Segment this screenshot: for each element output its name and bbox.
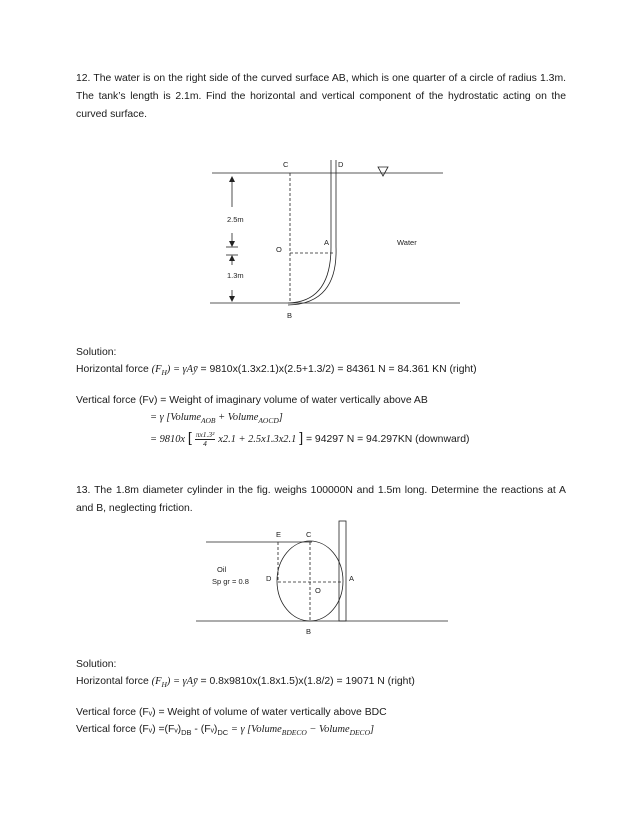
problem-12-statement: 12. The water is on the right side of the curved surface AB, which is one quarter of a circle of radius 1.3m. The tank’s length is 2.1m. Find the horizontal and vertical component of the hydrostatic acting on the curved surface.: [76, 73, 566, 120]
eq: ) = γAȳ: [166, 364, 198, 375]
end: ]: [369, 724, 375, 735]
label-c: C: [283, 160, 289, 169]
frac-num: πx1.3²: [195, 429, 215, 439]
eq: ) = γAȳ: [166, 676, 198, 687]
mid2: − Volume: [306, 724, 350, 735]
solution-13-heading: Solution:: [76, 659, 117, 670]
prefix: = γ [Volume: [150, 412, 201, 423]
vertical-force-13-line1: Vertical force (Fᵥ) = Weight of volume of water vertically above BDC: [76, 707, 387, 718]
vertical-force-12-line3: = 9810x [ $\frac{\text{πx1.3²}}{4}$ x2.1 + 2.5x1.3x2.1 ] = 94297 N = 94.297KN (downward): [150, 429, 470, 448]
sub2: AOCD: [258, 416, 279, 426]
horizontal-force-13: [76, 673, 415, 694]
dim-top: 2.5m: [227, 215, 244, 224]
value: = 9810x(1.3x2.1)x(2.5+1.3/2) = 84361 N = 84.361 KN (right): [197, 364, 477, 375]
symbol: (F: [151, 676, 162, 687]
mid: - (Fᵥ): [191, 724, 218, 735]
eq: = γ [Volume: [228, 724, 282, 735]
sub3: BDECO: [281, 728, 307, 738]
label-o: O: [315, 586, 321, 595]
label: Horizontal force: [76, 676, 149, 687]
label-a: A: [349, 574, 355, 583]
label-d: D: [266, 574, 272, 583]
prefix: = 9810x: [150, 434, 186, 445]
sub: H: [161, 680, 167, 690]
label-oil: Oil: [217, 565, 227, 574]
label-water: Water: [397, 238, 417, 247]
mid: + Volume: [215, 412, 259, 423]
prefix: Vertical force (Fᵥ) =(Fᵥ): [76, 724, 182, 735]
vertical-force-12-line1: Vertical force (Fv) = Weight of imaginary volume of water vertically above AB: [76, 395, 428, 406]
label-b: B: [287, 311, 293, 320]
value: = 0.8x9810x(1.8x1.5)x(1.8/2) = 19071 N (right): [197, 676, 415, 687]
label-a: A: [324, 238, 330, 247]
label-d: D: [338, 160, 344, 169]
value: = 94297 N = 94.297KN (downward): [303, 434, 470, 445]
sub1: AOB: [200, 416, 216, 426]
end: ]: [278, 412, 283, 423]
solution-12-heading: Solution:: [76, 347, 117, 358]
dim-bottom: 1.3m: [227, 271, 244, 280]
label-b: B: [306, 627, 312, 636]
rest: x2.1 + 2.5x1.3x2.1: [218, 434, 297, 445]
sub: H: [161, 368, 167, 378]
label-o: O: [276, 245, 282, 254]
sub4: DECO: [349, 728, 370, 738]
vertical-force-13-line2: [76, 721, 374, 742]
label-spgr: Sp gr = 0.8: [212, 577, 249, 586]
symbol: (F: [151, 364, 162, 375]
sub2: DC: [217, 728, 229, 738]
label: Horizontal force: [76, 364, 149, 375]
frac-den: 4: [203, 438, 207, 448]
label-e: E: [276, 530, 282, 539]
problem-13-statement: 13. The 1.8m diameter cylinder in the fig. weighs 100000N and 1.5m long. Determine the reactions at A and B, neglecting friction.: [76, 485, 566, 514]
sub1: DB: [181, 728, 192, 738]
label-c: C: [306, 530, 312, 539]
